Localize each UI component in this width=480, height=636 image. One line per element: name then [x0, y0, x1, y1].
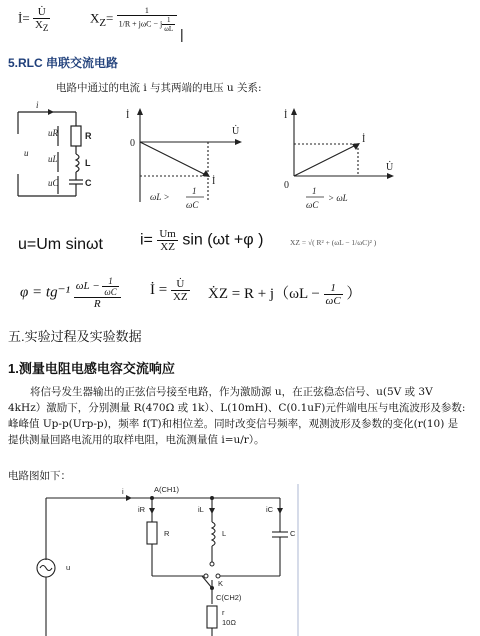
diagram-C-label: C [85, 178, 92, 188]
circuit-C-label: C [290, 529, 296, 538]
phasor2-cond-den: ωC [306, 200, 319, 210]
formula-current-phasor: İ = $\frac{U̇}{XZ}$ [150, 278, 188, 303]
phasor2-cond-num: 1 [312, 186, 317, 196]
phasor2-zero: 0 [284, 180, 289, 191]
formula-impedance-magnitude: XZ = √( R² + (ωL − 1/ωC)² ) [290, 238, 377, 247]
circuit-current-label: i [122, 487, 124, 496]
section-5-title: 5.RLC 串联交流电路 [8, 56, 119, 70]
circuit-r-value: 10Ω [222, 618, 236, 627]
formula-phase: φ = tg⁻¹ ωL − $\frac{1}{\omega C}$ R [20, 276, 121, 310]
phasor1-U-axis: U̇ [232, 126, 240, 137]
phasor1-cond-num: 1 [192, 186, 197, 196]
circuit-node-A: A(CH1) [154, 485, 180, 494]
section-1-paragraph: 将信号发生器输出的正弦信号接至电路，作为激励源 u，在正弦稳态信号、u(5V 或 3V 4kHz）激励下，分别测量 R(470Ω 或 1k）、L(10mH)、C(0.1uF)元件端电压与电流波形及参数: 峰峰值 Up-p(Urp-p)，频率 f(T)和相位差。同时改变信号频率，观测波形及参数的变化(r(10) 是提供测量回路电流用的取样电阻，电流测量值 i=u/r）。 [8, 386, 466, 446]
phasor1-condition: ωL > [150, 192, 170, 202]
phasor1-cond-den: ωC [186, 200, 199, 210]
circuit-u-label: u [66, 563, 71, 572]
top-formula-impedance: $X_Z=$ 1 1/R + jωC − j $\frac{1}{\omega L}$ [90, 6, 177, 33]
circuit-iR-label: iR [138, 505, 146, 514]
diagram-uC-label: uC [48, 178, 59, 188]
circuit-R-label: R [164, 529, 170, 538]
diagram-current-label: i [36, 100, 39, 110]
circuit-iC-label: iC [266, 505, 274, 514]
circuit-r-label: r [222, 608, 225, 617]
diagram-u-label: u [24, 148, 29, 158]
section-v-title: 五.实验过程及实验数据 [8, 329, 142, 344]
diagram-uL-label: uL [48, 154, 58, 164]
phasor2-U-axis: U̇ [386, 162, 394, 173]
formula-complex-impedance: ẊZ = R + j（ωL − $\frac{1}{\omega C}$ ） [208, 282, 362, 308]
phasor2-I-axis: İ [284, 110, 288, 121]
phasor2-condition: > ωL [328, 193, 348, 203]
phasor1-I-axis: İ [126, 110, 130, 121]
rlc-circuit-diagram [14, 98, 114, 208]
diagram-R-label: R [85, 131, 92, 141]
phasor-diagram-capacitive [282, 104, 402, 216]
phasor1-I-vector: İ [212, 176, 216, 187]
circuit-switch-K: K [218, 579, 224, 588]
section-5-intro: 电路中通过的电流 i 与其两端的电压 u 关系: [56, 82, 262, 94]
phasor1-zero: 0 [130, 138, 135, 149]
formula-voltage: u=Um sinωt [18, 236, 103, 253]
measurement-circuit-diagram [26, 484, 306, 636]
diagram-L-label: L [85, 158, 91, 168]
diagram-uR-label: uR [48, 128, 58, 138]
section-1-title: 1.测量电阻电感电容交流响应 [8, 361, 175, 376]
phasor-diagram-inductive [120, 104, 250, 216]
top-formula-current: İ= $\frac{U̇}{X_Z}$ [18, 6, 49, 34]
circuit-intro: 电路图如下： [8, 470, 71, 482]
circuit-node-C: C(CH2) [216, 593, 242, 602]
text-cursor: | [180, 26, 184, 42]
phasor2-I-vector: İ [362, 134, 366, 145]
circuit-L-label: L [222, 529, 227, 538]
formula-current: i= $\frac{Um}{XZ}$ sin (ωt +φ ) [140, 228, 264, 253]
circuit-iL-label: iL [198, 505, 204, 514]
